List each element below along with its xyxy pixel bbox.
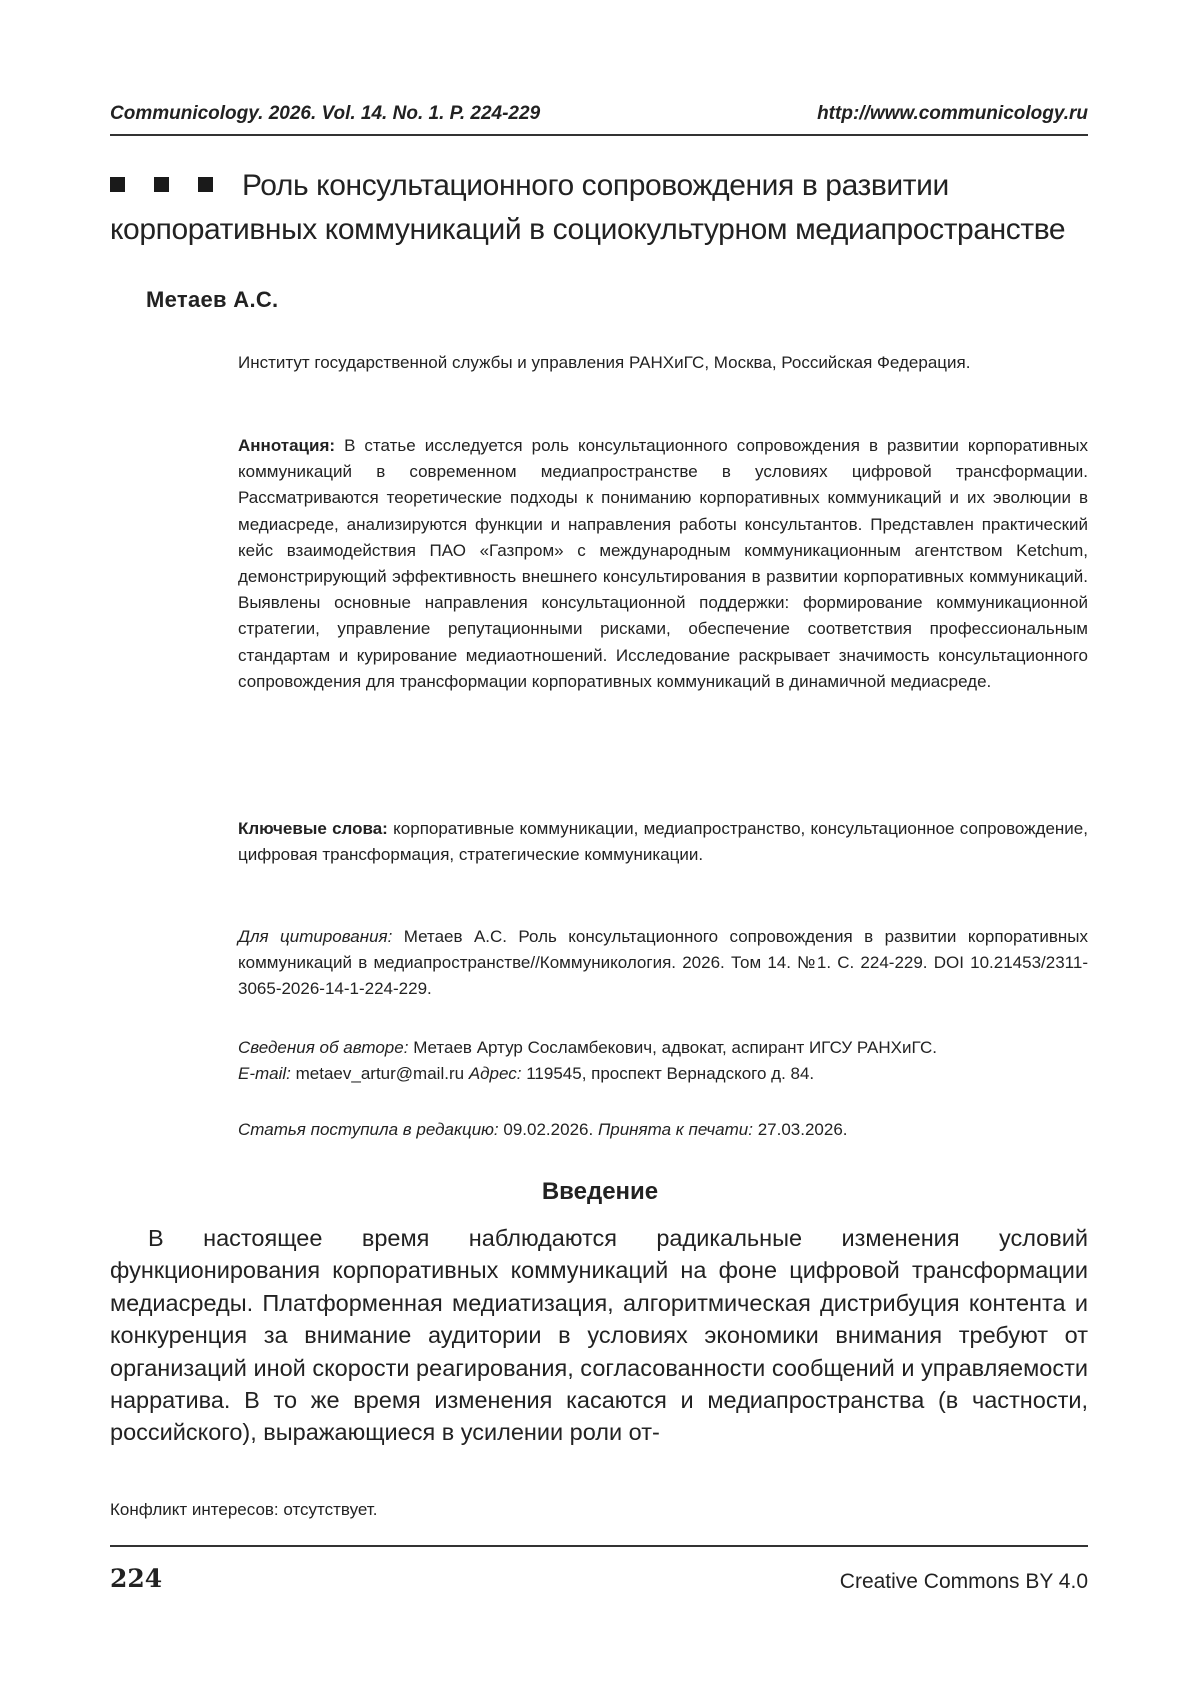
journal-reference: Communicology. 2026. Vol. 14. No. 1. P. 224-229 bbox=[110, 103, 541, 124]
keywords bbox=[238, 816, 1088, 868]
abstract bbox=[238, 433, 1088, 695]
author-info bbox=[238, 1035, 1088, 1087]
running-header bbox=[110, 103, 1088, 125]
author-affiliation: Институт государственной службы и управления РАНХиГС, Москва, Российская Федерация. bbox=[238, 353, 971, 372]
square-bullet-icon bbox=[198, 177, 213, 192]
author-address: 119545, проспект Вернадского д. 84. bbox=[526, 1064, 815, 1084]
square-bullet-icon bbox=[110, 177, 125, 192]
journal-website-link[interactable]: http://www.communicology.ru bbox=[817, 103, 1088, 124]
email-label: E-mail: bbox=[238, 1064, 291, 1084]
citation-label: Для цитирования: bbox=[238, 927, 393, 946]
article-title-text: Роль консультационного сопровождения в развитии корпоративных коммуникаций в социокультурном медиапространстве bbox=[110, 169, 1066, 246]
abstract-label: Аннотация: bbox=[238, 436, 336, 455]
accepted-label: Принята к печати: bbox=[597, 1120, 753, 1139]
abstract-text: В статье исследуется роль консультационного сопровождения в развитии корпоративных коммуникаций в современном медиапространстве в условиях цифровой трансформации. Рассматриваются теоретические подходы к пониманию корпоративных коммуникаций и их эволюции в медиасреде, анализируются функции и направления работы консультантов. Представлен практический кейс взаимодействия ПАО «Газпром» с международным коммуникационным агентством Ketchum, демонстрирующий эффективность внешнего консультирования в развитии корпоративных коммуникаций. Выявлены основные направления консультационной поддержки: формирование коммуникационной стратегии, управление репутационными рисками, обеспечение соответствия профессиональным стандартам и курирование медиаотношений. Исследование раскрывает значимость консультационного сопровождения для трансформации корпоративных коммуникаций в динамичной медиасреде. bbox=[238, 436, 1088, 691]
citation bbox=[238, 924, 1088, 1003]
accepted-date: 27.03.2026. bbox=[757, 1120, 848, 1139]
author-email-link[interactable]: metaev_artur@mail.ru bbox=[295, 1064, 465, 1084]
keywords-text: корпоративные коммуникации, медиапространство, консультационное сопровождение, цифровая трансформация, стратегические коммуникации. bbox=[238, 819, 1088, 865]
body-paragraph: В настоящее время наблюдаются радикальные изменения условий функционирования корпоративных коммуникаций на фоне цифровой трансформации медиасреды. Платформенная медиатизация, алгоритмическая дистрибуция контента и конкуренция за внимание аудитории в условиях экономики внимания требуют от организаций иной скорости реагирования, согласованности сообщений и управляемости нарратива. В то же время изменения касаются и медиапространства (в частности, российского), выражающиеся в усилении роли от- bbox=[110, 1225, 1088, 1446]
keywords-label: Ключевые слова: bbox=[238, 819, 388, 838]
license-notice: Creative Commons BY 4.0 bbox=[839, 1570, 1088, 1593]
address-label: Адрес: bbox=[468, 1064, 522, 1084]
article-title bbox=[110, 164, 1100, 252]
author-info-text: Метаев Артур Сосламбекович, адвокат, аспирант ИГСУ РАНХиГС. bbox=[413, 1038, 937, 1057]
square-bullet-icon bbox=[154, 177, 169, 192]
conflict-of-interest: Конфликт интересов: отсутствует. bbox=[110, 1500, 378, 1519]
header-divider bbox=[110, 134, 1088, 136]
footer-divider bbox=[110, 1545, 1088, 1547]
section-heading: Введение bbox=[541, 1178, 659, 1205]
received-date: 09.02.2026. bbox=[503, 1120, 594, 1139]
page-number: 224 bbox=[110, 1564, 163, 1593]
received-label: Статья поступила в редакцию: bbox=[238, 1120, 499, 1139]
citation-text: Метаев А.С. Роль консультационного сопровождения в развитии корпоративных коммуникаций в медиапространстве//Коммуникология. 2026. Том 14. №1. С. 224-229. DOI 10.21453/2311-3065-2026-14-1-224-229. bbox=[238, 927, 1088, 999]
author-info-label: Сведения об авторе: bbox=[238, 1038, 409, 1057]
article-dates bbox=[238, 1117, 1088, 1143]
article-author: Метаев А.С. bbox=[146, 287, 279, 312]
